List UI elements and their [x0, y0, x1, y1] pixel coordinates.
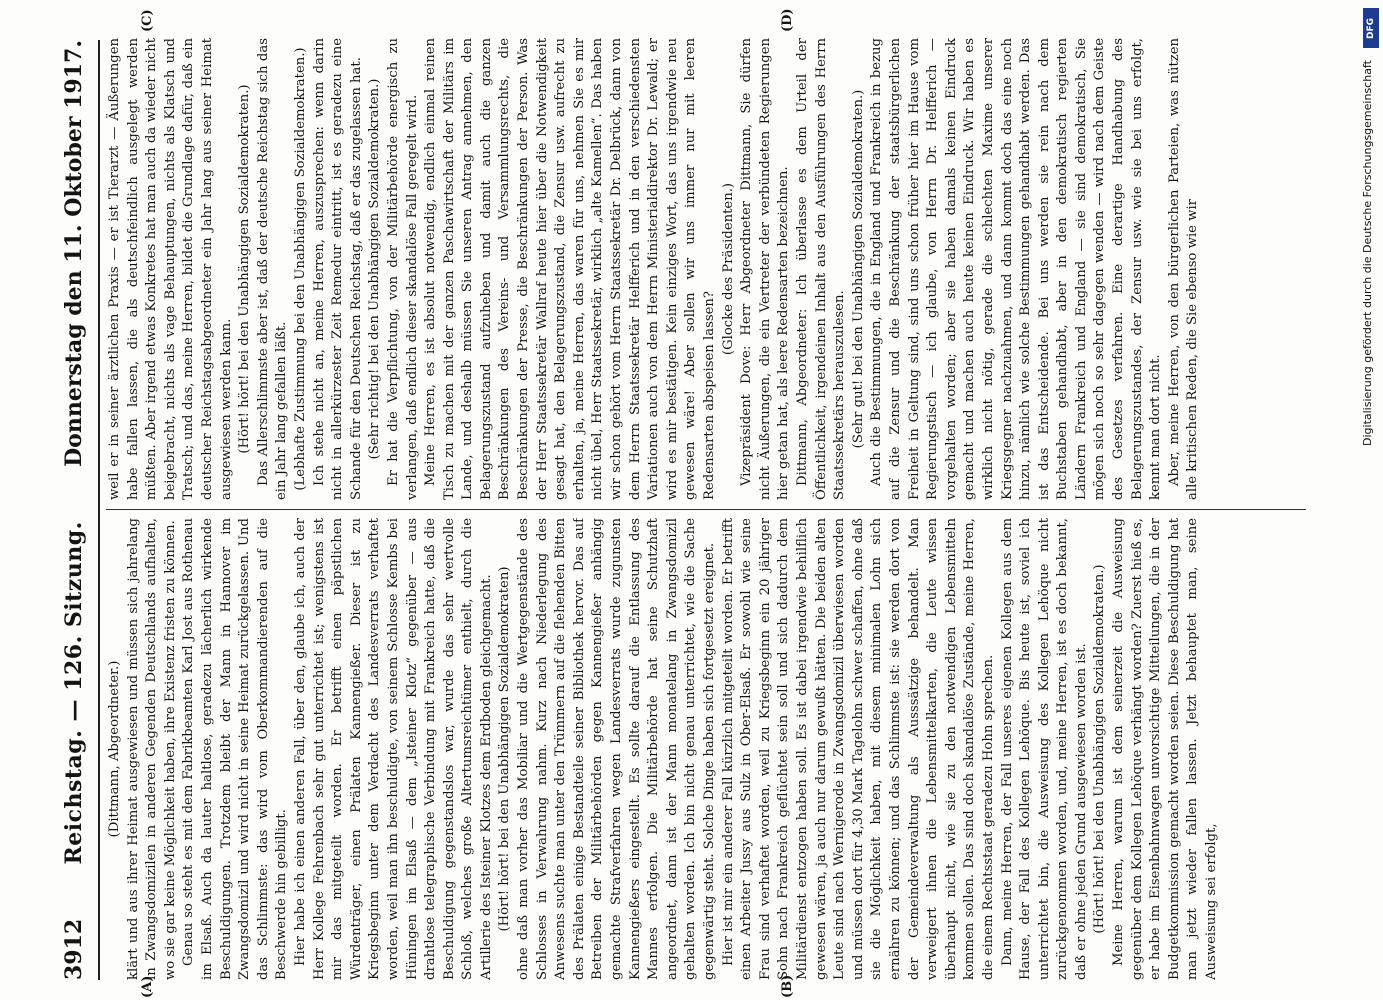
header-title: Reichstag. — 126. Sitzung.	[61, 521, 87, 865]
paragraph: Ich stehe nicht an, meine Herren, auszusprechen: wenn darin nicht in allerkürzester Zeit Remedur eintritt, ist es geradezu eine Schande für den Deutschen Reichstag, daß er das zugelassen hat.	[311, 38, 364, 500]
paragraph: Das Allerschlimmste aber ist, daß der deutsche Reichstag sich das ein Jahr lang gefallen läßt.	[255, 38, 290, 500]
paragraph: Er hat die Verpflichtung, von der Militärbehörde energisch zu verlangen, daß endlich dieser skandalöse Fall geregelt wird.	[385, 38, 420, 500]
margin-mark-b: (B)	[780, 974, 795, 998]
paragraph: Meine Herren, warum ist dem seinerzeit die Ausweisung gegenüber dem Kollegen Lehöque verhängt worden? Zuerst hieß es, er habe im Eisenbahnwagen unvorsichtige Mitteilungen, die in der Budgetkommission gemacht worden seien. Diese Beschuldigung hat man jetzt wieder fallen lassen. Jetzt behauptet man, seine Ausweisung sei erfolgt,	[1111, 518, 1220, 980]
paragraph: Auch die Bestimmungen, die in England und Frankreich in bezug auf die Zensur und die Beschränkung der staatsbürgerlichen Freiheit in Geltung sind, sind uns schon früher hier im Hause vom Regierungstisch — ich glaube, von Herrn Dr. Helfferich — vorgehalten worden; aber sie haben damals keinen Eindruck gemacht und machen auch heute keinen Eindruck. Wir haben es wirklich nicht nötig, gerade die schlechten Maxime unserer Kriegsgegner nachzuahmen, und dann kommt doch das eine noch hinzu, nämlich wie solche Bestimmungen gehandhabt werden. Das ist das Entscheidende. Bei uns werden sie rein nach dem Buchstaben gehandhabt, aber in den demokratisch regierten Ländern Frankreich und England — sie sind demokratisch, Sie mögen sich noch so sehr dagegen wenden — wird nach dem Geiste des Gesetzes verfahren. Eine derartige Handhabung des Belagerungszustandes, der Zensur usw. wie sie bei uns erfolgt, kennt man dort nicht.	[869, 38, 1164, 500]
dfg-logo: DFG	[1363, 8, 1379, 48]
interjection: (Hört! hört! bei den Unabhängigen Sozialdemokraten.)	[1092, 564, 1108, 934]
interjection: (Hört! hört! bei den Unabhängigen Sozialdemokraten)	[497, 566, 513, 932]
right-column	[106, 38, 1316, 500]
paragraph: Vizepräsident Dove: Herr Abgeordneter Dittmann, Sie dürfen nicht Äußerungen, die ein Vertreter der verbündeten Regierungen hier getan hat, als leere Redensarten bezeichnen.	[739, 38, 792, 500]
paragraph: ohne daß man vorher das Mobiliar und die Wertgegenstände des Schlosses in Verwahrung nahm. Kurz nach Niederlegung des Anwesens suchte man unter den Trümmern auf die flehenden Bitten des Prälaten einige Bestandteile seiner Bibliothek hervor. Das auf Betreiben der Militärbehörden gegen Kannengießer anhängig gemachte Strafverfahren wegen Landesverrats wurde zugunsten Kannengießers eingestellt. Es sollte darauf die Entlassung des Mannes erfolgen. Die Militärbehörde hat seine Schutzhaft angeordnet, dann ist der Mann monatelang in Zwangsdomizil gehalten worden. Ich bin nicht genau unterrichtet, wie die Sache gegenwärtig steht. Solche Dinge haben sich fortgesetzt ereignet.	[516, 518, 717, 980]
paragraph: Aber, meine Herren, von den bürgerlichen Parteien, was nützen alle kritischen Reden, die Sie ebenso wie wir	[1166, 38, 1201, 500]
paragraph: klärt und aus ihrer Heimat ausgewiesen und müssen sich jahrelang in Zwangsdomizilen in anderen Gegenden Deutschlands aufhalten, wo sie gar keine Möglichkeit haben, ihre Existenz fristen zu können.	[125, 518, 178, 980]
paragraph: Hier habe ich einen anderen Fall, über den, glaube ich, auch der Herr Kollege Fehrenbach sehr gut unterrichtet ist; wenigstens ist mir das mitgeteilt worden. Er betrifft einen päpstlichen Würdenträger, einen Prälaten Kannengießer. Dieser ist zu Kriegsbeginn unter dem Verdacht des Landesverrats verhaftet worden, weil man ihn beschuldigte, von seinem Schlosse Kembs bei Hüningen im Elsaß — dem „Isteiner Klotz“ gegenüber — aus drahtlose telegraphische Verbindung mit Frankreich hatte, daß die Beschuldigung gegenstandslos war, wurde das sehr wertvolle Schloß, welches große Altertumsreichtümer enthielt, durch die Artillerie des Isteiner Klotzes dem Erdboden gleichgemacht.	[292, 518, 494, 980]
paragraph: Hier ist mir ein anderer Fall kürzlich mitgeteilt worden. Er betrifft einen Arbeiter Jussy aus Sulz in Ober-Elsaß. Er sowohl wie seine Frau sind verhaftet worden, weil zu Kriegsbeginn ein 20 jähriger Sohn nach Frankreich geflüchtet sein soll und sich dadurch dem Militärdienst entzogen haben soll. Es ist dabei irgendwie behilflich gewesen wären, ja auch nur darum gewußt hätten. Die beiden alten Leute sind nach Wernigerode in Zwangsdomizil überwiesen worden und müssen dort für 4,30 Mark Tagelohn schwer schaffen, ohne daß sie die Möglichkeit haben, mit diesem minimalen Lohn sich ernähren zu können; und das Schlimmste ist: sie werden dort von der Gemeindeverwaltung als Ausssätzige behandelt. Man verweigert ihnen die Lebensmittelkarten, die Leute wissen überhaupt nicht, wie sie zu den notwendigen Lebensmitteln kommen sollen. Das sind doch skandalöse Zustände, meine Herren, die einem Rechtsstaat geradezu Hohn sprechen.	[720, 518, 996, 980]
interjection: (Lebhafte Zustimmung bei den Unabhängigen Sozialdemokraten.)	[292, 47, 308, 491]
speaker-note: (Dittmann, Abgeordneter.)	[107, 660, 122, 838]
page-number: 3912	[61, 918, 87, 980]
interjection: (Sehr richtig! bei den Unabhängigen Sozialdemokraten.)	[367, 78, 383, 460]
column-divider	[106, 509, 1306, 510]
page-header	[54, 40, 94, 980]
interjection: (Sehr gut! bei den Unabhängigen Sozialdemokraten.)	[850, 89, 866, 449]
paragraph: Meine Herren, es ist absolut notwendig, endlich einmal reinen Tisch zu machen mit der ganzen Paschawirtschaft der Militärs im Lande, und deshalb müssen Sie unseren Antrag annehmen, den Belagerungszustand aufzuheben und damit auch die ganzen Beschränkungen des Vereins- und Versammlungsrechts, die Beschränkungen der Presse, die Beschränkungen der Person. Was der Herr Staatssekretär Wallraf heute hier über die Notwendigkeit gesagt hat, den Belagerungszustand, die Zensur usw. aufrecht zu erhalten, ja, meine Herren, das waren für uns, nehmen Sie es mir nicht übel, Herr Staatssekretär, wirklich „alte Kamellen“. Das haben wir schon gehört vom Herrn Staatssekretär Dr. Delbrück, dann von dem Herrn Staatssekretär Helfferich und in den verschiedensten Variationen auch von dem Herrn Ministerialdirektor Dr. Lewald; er wird es mir bestätigen. Kein einziges Wort, das uns irgendwie neu gewesen wäre! Aber sollen wir uns immer nur mit leeren Redensarten abspeisen lassen?	[423, 38, 717, 500]
paragraph: weil er in seiner ärztlichen Praxis — er ist Tierarzt — Äußerungen habe fallen lassen, die als deutschfeindlich ausgelegt werden müßten. Aber irgend etwas Konkretes hat man auch da wieder nicht beigebracht, nichts als vage Behauptungen, nichts als Klatsch und Tratsch; und das, meine Herren, bildet die Grundlage dafür, daß ein deutscher Reichstagsabgeordneter ein Jahr lang aus seiner Heimat ausgewiesen werden kann.	[107, 38, 234, 500]
rotated-sheet	[40, 0, 1330, 1000]
interjection: (Hört! hört! bei den Unabhängigen Sozialdemokraten.)	[237, 84, 253, 454]
margin-mark-a: (A)	[140, 975, 155, 998]
interjection: (Glocke des Präsidenten.)	[720, 182, 736, 356]
paragraph: Dann, meine Herren, der Fall unseres eigenen Kollegen aus dem Hause, der Fall des Kollegen Lehöque. Bis heute ist, soviel ich unterrichtet bin, die Ausweisung des Kollegen Lehöque nicht zurückgenommen worden, und, meine Herren, ist es doch bekannt, daß er ohne jeden Grund ausgewiesen worden ist.	[999, 518, 1089, 980]
header-rule	[98, 40, 100, 980]
margin-mark-d: (D)	[780, 8, 795, 32]
paragraph: Dittmann, Abgeordneter: Ich überlasse es dem Urteil der Öffentlichkeit, irgendeinen Inhalt aus den Ausführungen des Herrn Staatssekretärs herauszulesen.	[794, 38, 848, 500]
header-date: Donnerstag den 11. Oktober 1917.	[61, 40, 87, 467]
digitization-credit: Digitalisierung gefördert durch die Deutsche Forschungsgemeinschaft	[1361, 60, 1374, 446]
paragraph: Genau so steht es mit dem Fabrikbeamten Karl Jost aus Rothenau im Elsaß. Auch da lauter haltlose, geradezu lächerlich wirkende Beschuldigungen. Trotzdem bleibt der Mann in Hannover im Zwangsdomizil und wird nicht in seine Heimat zurückgelassen. Und das Schlimmste: das wird vom Oberkommandierenden auf die Beschwerde hin gebilligt.	[181, 518, 290, 980]
margin-mark-c: (C)	[140, 9, 155, 32]
left-column	[106, 518, 1316, 980]
